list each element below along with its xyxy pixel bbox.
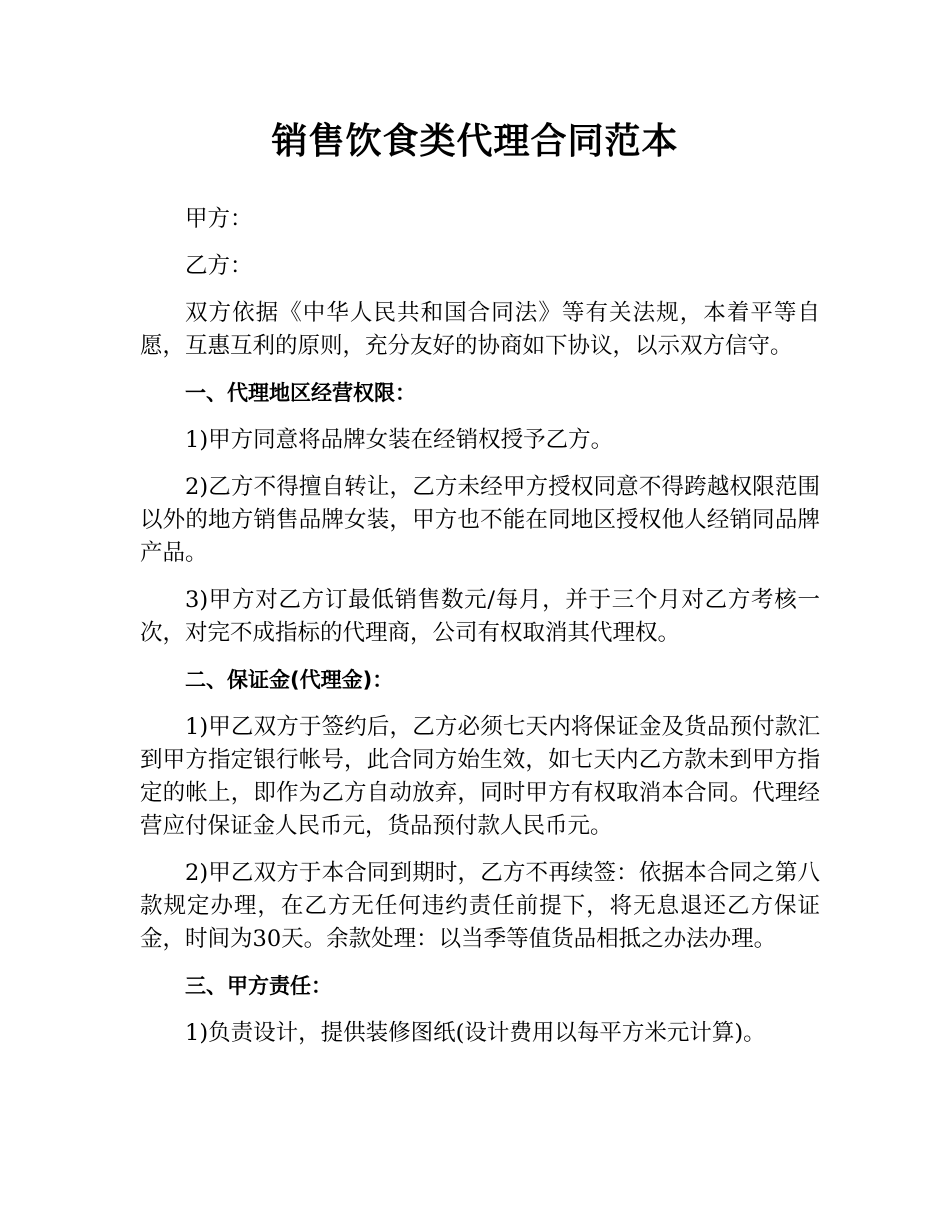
preamble-paragraph: 双方依据《中华人民共和国合同法》等有关法规，本着平等自愿，互惠互利的原则，充分友好的协商如下协议，以示双方信守。 (140, 300, 820, 359)
clause-1-2: 2)乙方不得擅自转让，乙方未经甲方授权同意不得跨越权限范围以外的地方销售品牌女装，甲方也不能在同地区授权他人经销同品牌产品。 (140, 474, 820, 566)
party-a-line: 甲方： (185, 206, 253, 232)
clause-1-1: 1)甲方同意将品牌女装在经销权授予乙方。 (185, 427, 614, 453)
document-body (140, 203, 820, 1064)
section-heading-2: 二、保证金(代理金)： (185, 668, 394, 692)
party-b-line: 乙方： (185, 253, 253, 279)
section-heading-3: 三、甲方责任： (185, 974, 332, 998)
section-heading-1: 一、代理地区经营权限： (185, 381, 416, 405)
clause-1-3: 3)甲方对乙方订最低销售数元/每月，并于三个月对乙方考核一次，对完不成指标的代理商，公司有权取消其代理权。 (140, 587, 820, 646)
clause-3-1: 1)负责设计，提供装修图纸(设计费用以每平方米元计算)。 (185, 1020, 766, 1046)
document-title: 销售饮食类代理合同范本 (271, 121, 679, 162)
clause-2-1: 1)甲乙双方于签约后，乙方必须七天内将保证金及货品预付款汇到甲方指定银行帐号，此合同方始生效，如七天内乙方款未到甲方指定的帐上，即作为乙方自动放弃，同时甲方有权取消本合同。代理经营应付保证金人民币元，货品预付款人民币元。 (140, 714, 820, 839)
clause-2-2: 2)甲乙双方于本合同到期时，乙方不再续签：依据本合同之第八款规定办理，在乙方无任何违约责任前提下，将无息退还乙方保证金，时间为30天。余款处理：以当季等值货品相抵之办法办理。 (140, 860, 820, 952)
